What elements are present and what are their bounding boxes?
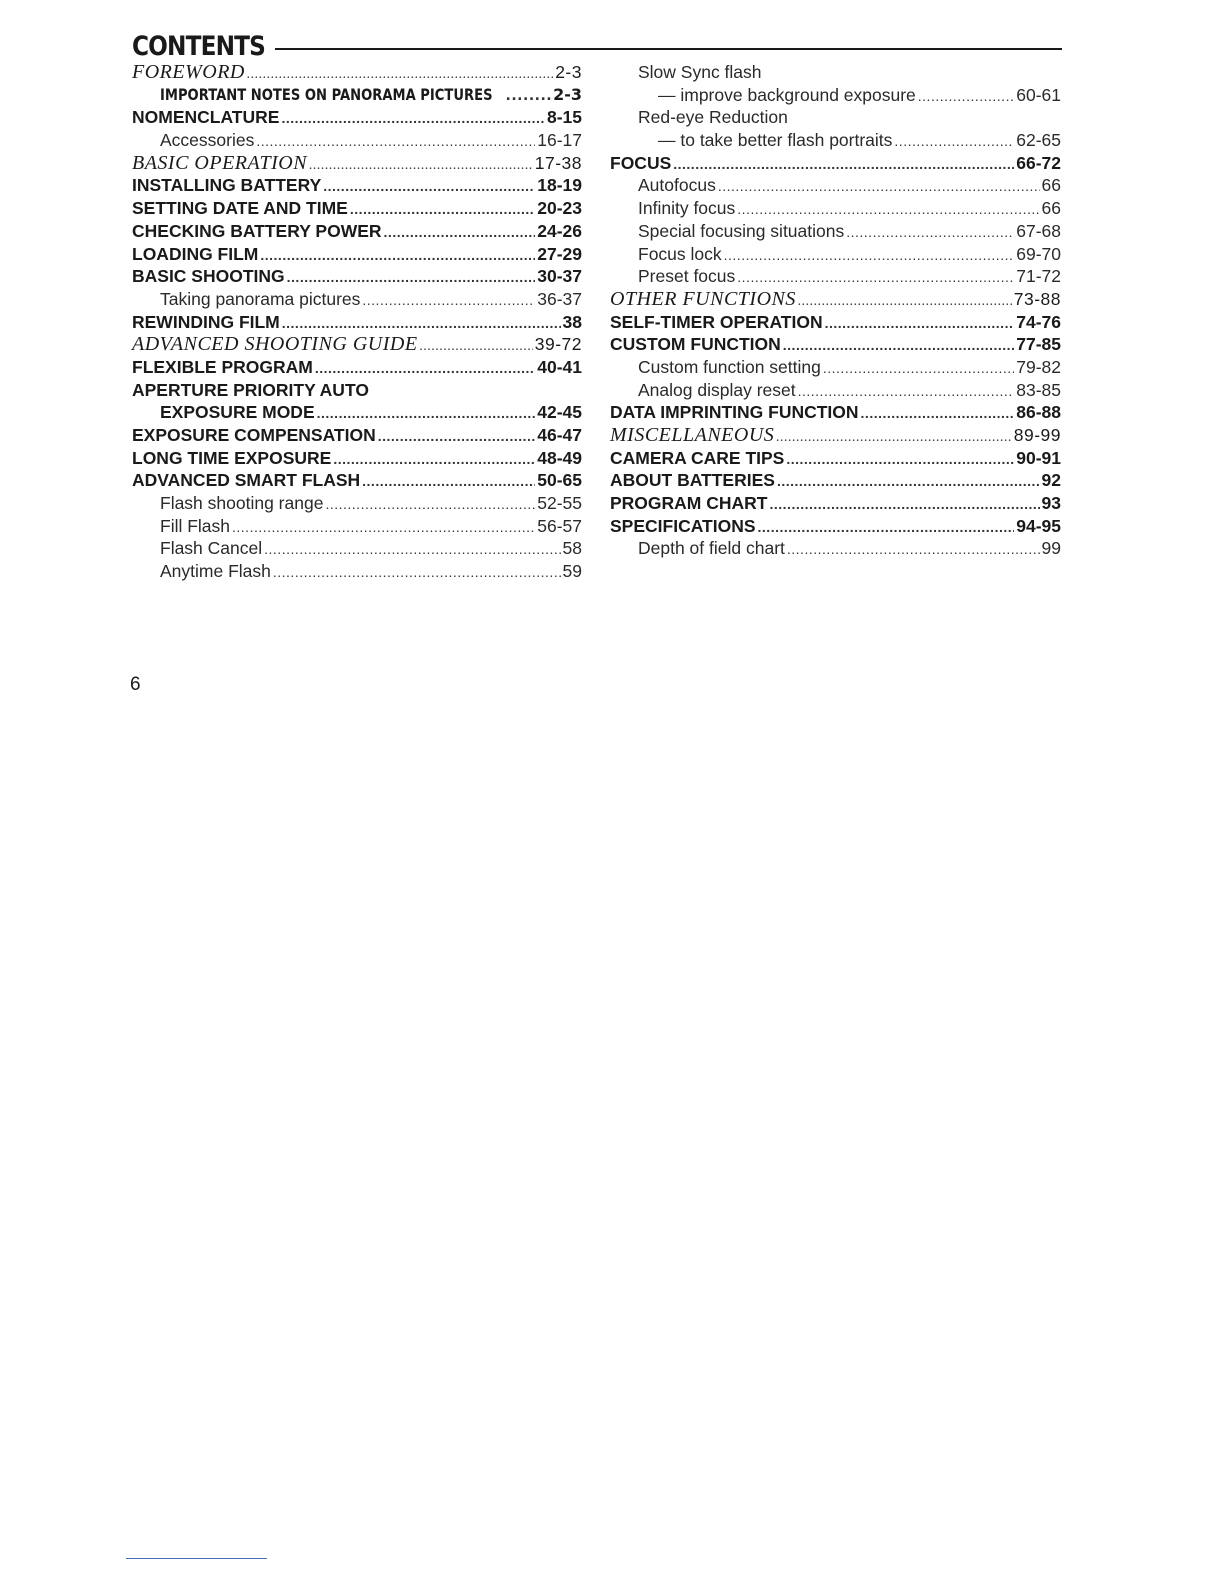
toc-entry-label: REWINDING FILM [132,311,280,332]
toc-entry-page: 30-37 [537,266,582,287]
toc-entry [610,515,1061,538]
toc-entry-page: 42-45 [537,402,582,423]
toc-entry [610,152,1061,175]
toc-entry-label: Special focusing situations [638,220,845,241]
toc-entry-label: APERTURE PRIORITY AUTO [132,379,369,400]
toc-entry-page: 83-85 [1016,379,1061,400]
dot-leader [825,312,1015,335]
page-title: CONTENTS [132,31,266,62]
dot-leader [256,130,535,153]
toc-entry-page: 69-70 [1016,243,1061,264]
toc-entry-page: 27-29 [537,243,582,264]
toc-entry [132,424,582,447]
toc-entry-label: EXPOSURE MODE [160,402,315,423]
toc-entry-page: 20-23 [537,198,582,219]
toc-entry-page: 56-57 [537,515,582,536]
toc-entry-page: 73-88 [1013,288,1061,309]
dot-leader [777,470,1040,493]
toc-entry [132,61,582,84]
toc-entry [132,220,582,243]
toc-entry-label: MISCELLANEOUS [610,424,775,446]
dot-leader [783,334,1014,357]
toc-entry [610,469,1061,492]
toc-entry [610,197,1061,220]
toc-entry-page: 89-99 [1013,425,1061,445]
dot-leader [798,291,1012,314]
toc-entry-label: SETTING DATE AND TIME [132,198,348,219]
toc-entry-label: Flash shooting range [160,493,324,514]
toc-entry-page: 94-95 [1016,515,1061,536]
toc-entry-label: Custom function setting [638,356,821,377]
toc-entry-page: 39-72 [534,334,582,355]
toc-entry-label: DATA IMPRINTING FUNCTION [610,402,859,423]
toc-entry-label: Red-eye Reduction [638,107,788,128]
dot-leader [846,221,1014,244]
toc-entry-label: Infinity focus [638,198,736,219]
toc-entry [132,379,582,402]
dot-leader [325,493,535,516]
toc-entry [132,84,582,107]
toc-entry-label: OTHER FUNCTIONS [610,287,796,310]
toc-entry-page: 71-72 [1016,266,1061,287]
dot-leader [315,357,535,380]
toc-entry-page: 66 [1041,175,1061,196]
toc-entry-label: Fill Flash [160,515,231,536]
toc-entry-page: 67-68 [1016,220,1061,241]
dot-leader [350,198,535,221]
title-rule [275,48,1062,50]
toc-entry [610,220,1061,243]
toc-entry-label: FLEXIBLE PROGRAM [132,356,313,377]
toc-entry [132,311,582,334]
toc-entry [132,265,582,288]
dot-leader [787,538,1040,561]
toc-entry [610,129,1061,152]
dot-leader [737,266,1014,289]
toc-entry-page: 50-65 [537,470,582,491]
toc-entry-page: 24-26 [537,220,582,241]
dot-leader [506,85,552,108]
toc-entry [132,356,582,379]
toc-entry-page: 66 [1041,198,1061,219]
toc-entry [610,265,1061,288]
toc-entry-label: PROGRAM CHART [610,493,768,514]
toc-entry-page: 74-76 [1016,311,1061,332]
toc-entry [132,197,582,220]
dot-leader [378,425,535,448]
toc-entry-label: Analog display reset [638,379,796,400]
toc-entry [132,174,582,197]
toc-entry [132,106,582,129]
toc-entry-label: — improve background exposure [658,84,916,105]
toc-entry [610,424,1061,447]
toc-entry-page: 2-3 [553,84,582,104]
toc-entry-label: CAMERA CARE TIPS [610,447,785,468]
toc-entry [610,333,1061,356]
toc-entry-label: ABOUT BATTERIES [610,470,775,491]
toc-entry-page: 92 [1041,470,1061,491]
toc-entry-page: 16-17 [537,130,582,151]
toc-entry-label: Preset focus [638,266,736,287]
page-number: 6 [130,674,141,695]
toc-entry [610,356,1061,379]
toc-entry-label: SPECIFICATIONS [610,515,756,536]
toc-entry [132,152,582,175]
toc-entry-label: Autofocus [638,175,716,196]
dot-leader [282,312,561,335]
toc-entry-label: LOADING FILM [132,243,259,264]
toc-entry-page: 62-65 [1016,130,1061,151]
toc-entry-label: FOCUS [610,152,672,173]
toc-entry-page: 86-88 [1016,402,1061,423]
toc-entry-label: NOMENCLATURE [132,107,280,128]
dot-leader [317,402,536,425]
dot-leader [776,427,1011,450]
toc-entry [610,311,1061,334]
dot-leader [287,266,536,289]
dot-leader [673,153,1014,176]
dot-leader [861,402,1015,425]
toc-entry-label: — to take better flash portraits [658,130,893,151]
toc-entry-page: 8-15 [546,107,582,128]
dot-leader [786,448,1014,471]
toc-entry-page: 77-85 [1016,334,1061,355]
dot-leader [264,538,560,561]
toc-entry-label: FOREWORD [132,61,245,83]
toc-entry-page: 93 [1041,493,1061,514]
toc-entry-label: Focus lock [638,243,722,264]
toc-entry [610,401,1061,424]
dot-leader [384,221,536,244]
toc-entry-label: ADVANCED SHOOTING GUIDE [132,333,418,356]
toc-entry [610,243,1061,266]
toc-entry-label: Depth of field chart [638,538,785,559]
toc-entry [610,84,1061,107]
dot-leader [798,380,1015,403]
dot-leader [770,493,1040,516]
toc-entry-label: CUSTOM FUNCTION [610,334,781,355]
toc-entry [610,288,1061,311]
toc-entry [610,537,1061,560]
dot-leader [420,336,533,359]
toc-entry [610,379,1061,402]
toc-entry [132,469,582,492]
toc-right-column [610,61,1061,560]
dot-leader [309,155,533,178]
toc-entry-label: EXPOSURE COMPENSATION [132,425,376,445]
toc-entry [610,492,1061,515]
dot-leader [362,289,535,312]
toc-entry [132,492,582,515]
toc-left-column [132,61,582,583]
contents-header [132,24,1062,64]
toc-entry-label: Accessories [160,130,255,151]
dot-leader [724,244,1015,267]
toc-entry-page: 46-47 [537,425,582,445]
dot-leader [737,198,1039,221]
toc-entry-label: BASIC SHOOTING [132,266,285,287]
dot-leader [758,516,1015,539]
toc-entry-page: 79-82 [1016,356,1061,377]
dot-leader [281,107,545,130]
toc-entry-page: 58 [562,538,582,559]
toc-entry [132,560,582,583]
dot-leader [260,244,535,267]
dot-leader [333,448,535,471]
dot-leader [718,175,1040,198]
toc-entry-label: Slow Sync flash [638,62,762,82]
toc-entry-page: 2-3 [555,62,582,82]
toc-entry-page: 17-38 [534,152,582,173]
toc-entry-label: IMPORTANT NOTES ON PANORAMA PICTURES [160,84,493,104]
toc-entry-label: ADVANCED SMART FLASH [132,470,361,491]
toc-entry-label: SELF-TIMER OPERATION [610,311,823,332]
toc-entry [610,61,1061,84]
toc-entry-page: 18-19 [537,175,582,196]
toc-entry [132,129,582,152]
dot-leader [232,516,535,539]
toc-entry-page: 48-49 [537,447,582,468]
toc-entry-page: 38 [562,311,582,332]
toc-entry-page: 40-41 [537,356,582,377]
toc-entry-label: Anytime Flash [160,561,271,582]
toc-entry [132,537,582,560]
dot-leader [823,357,1014,380]
dot-leader [894,130,1014,153]
toc-entry-page: 36-37 [537,288,582,309]
toc-entry [132,243,582,266]
toc-entry-page: 66-72 [1016,152,1061,173]
toc-entry [132,401,582,424]
dot-leader [323,175,535,198]
toc-entry-page: 90-91 [1016,447,1061,468]
toc-entry-label: CHECKING BATTERY POWER [132,220,382,241]
toc-entry-label: BASIC OPERATION [132,151,308,174]
toc-entry-label: INSTALLING BATTERY [132,175,322,196]
toc-entry-page: 99 [1041,538,1061,559]
toc-entry [610,106,1061,129]
toc-entry [132,288,582,311]
toc-entry [132,333,582,356]
toc-entry-page: 52-55 [537,493,582,514]
footer-rule [126,1558,267,1559]
toc-entry-label: Taking panorama pictures [160,288,361,309]
dot-leader [273,561,561,584]
dot-leader [362,470,535,493]
toc-entry [610,174,1061,197]
toc-entry [132,515,582,538]
toc-entry-label: Flash Cancel [160,538,263,559]
toc-entry-page: 60-61 [1016,84,1061,105]
toc-entry [132,447,582,470]
toc-entry [610,447,1061,470]
toc-entry-label: LONG TIME EXPOSURE [132,447,332,468]
toc-entry-page: 59 [562,561,582,582]
dot-leader [918,85,1014,108]
